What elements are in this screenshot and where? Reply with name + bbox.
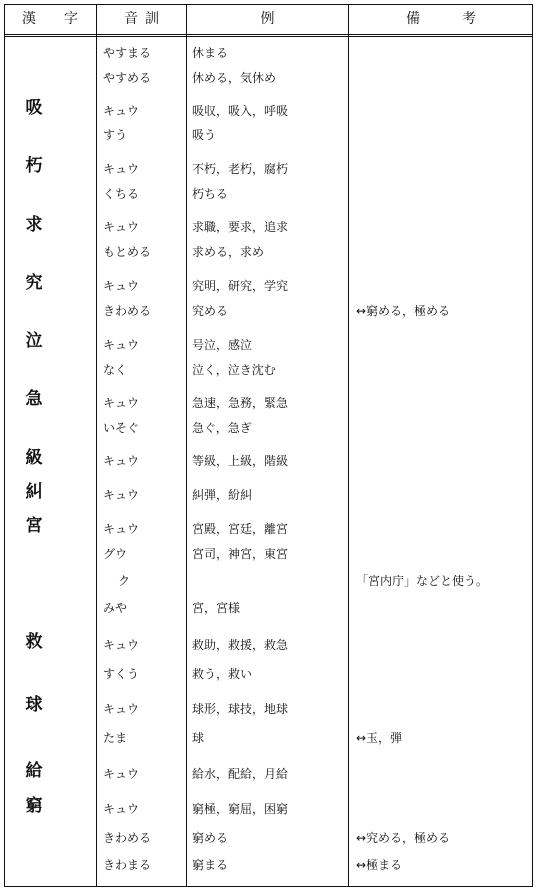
example-entry: 窮める — [192, 831, 229, 845]
kanji-entry: 朽 — [25, 156, 43, 176]
example-entry: 給水，配給，月給 — [192, 767, 289, 781]
reading-entry: キュウ — [103, 396, 140, 410]
reading-entry: キュウ — [103, 162, 140, 176]
kanji-entry: 級 — [25, 448, 43, 468]
reading-entry: キュウ — [103, 488, 140, 502]
reading-entry: きわめる — [103, 831, 152, 845]
example-entry: 宮，宮様 — [192, 601, 241, 615]
example-entry: 等級，上級，階級 — [192, 454, 289, 468]
reading-entry: グウ — [103, 547, 128, 561]
kanji-entry: 宮 — [25, 516, 43, 536]
example-entry: 球形，球技，地球 — [192, 702, 289, 716]
reading-entry: キュウ — [103, 702, 140, 716]
example-entry: 救う，救い — [192, 667, 253, 681]
note-entry: ↔玉，弾 — [356, 731, 403, 745]
note-entry: 「宮内庁」などと使う。 — [356, 574, 489, 588]
reading-entry: くちる — [103, 187, 140, 201]
reading-entry: きわまる — [103, 858, 152, 872]
reading-entry: みや — [103, 601, 128, 615]
reading-entry: いそぐ — [103, 421, 140, 435]
reading-entry: たま — [103, 731, 128, 745]
kanji-entry: 急 — [25, 389, 43, 409]
column-divider — [186, 4, 187, 887]
reading-entry: すう — [103, 128, 128, 142]
example-entry: 吸う — [192, 128, 217, 142]
header-reading: 音 訓 — [124, 11, 159, 27]
reading-entry: キュウ — [103, 104, 140, 118]
example-entry: 球 — [192, 731, 205, 745]
reading-entry: ク — [118, 574, 131, 588]
header-kanji: 漢 字 — [22, 11, 78, 27]
example-entry: 糾弾，紛糾 — [192, 488, 253, 502]
example-entry: 求職，要求，追求 — [192, 220, 289, 234]
header-example: 例 — [260, 11, 275, 27]
column-divider — [96, 4, 97, 887]
example-entry: 朽ちる — [192, 187, 229, 201]
reading-entry: キュウ — [103, 522, 140, 536]
note-entry: ↔窮める，極める — [356, 304, 451, 318]
example-entry: 泣く，泣き沈む — [192, 363, 276, 377]
example-entry: 号泣，感泣 — [192, 338, 253, 352]
example-entry: 吸収，吸入，呼吸 — [192, 104, 289, 118]
kanji-entry: 救 — [25, 632, 43, 652]
reading-entry: キュウ — [103, 338, 140, 352]
table-frame — [4, 4, 533, 887]
example-entry: 宮殿，宮廷，離宮 — [192, 522, 289, 536]
reading-entry: やすめる — [103, 71, 152, 85]
reading-entry: もとめる — [103, 245, 152, 259]
example-entry: 究める — [192, 304, 229, 318]
reading-entry: キュウ — [103, 638, 140, 652]
kanji-entry: 求 — [25, 215, 43, 235]
kanji-entry: 泣 — [25, 331, 43, 351]
kanji-entry: 糾 — [25, 482, 43, 502]
example-entry: 宮司，神宮，東宮 — [192, 547, 289, 561]
reading-entry: キュウ — [103, 767, 140, 781]
header-note: 備 考 — [406, 11, 476, 27]
kanji-entry: 球 — [25, 695, 43, 715]
reading-entry: やすまる — [103, 46, 152, 60]
example-entry: 急速，急務，緊急 — [192, 396, 289, 410]
example-entry: 求める，求め — [192, 245, 265, 259]
reading-entry: なく — [103, 363, 128, 377]
example-entry: 窮まる — [192, 858, 229, 872]
example-entry: 休める，気休め — [192, 71, 277, 85]
reading-entry: キュウ — [103, 454, 140, 468]
note-entry: ↔極まる — [356, 858, 403, 872]
header-divider — [4, 34, 533, 35]
example-entry: 窮極，窮屈，困窮 — [192, 802, 289, 816]
reading-entry: きわめる — [103, 304, 152, 318]
kanji-entry: 窮 — [25, 796, 43, 816]
reading-entry: キュウ — [103, 279, 140, 293]
example-entry: 究明，研究，学究 — [192, 279, 289, 293]
example-entry: 休まる — [192, 46, 229, 60]
column-divider — [348, 4, 349, 887]
reading-entry: すくう — [103, 667, 140, 681]
reading-entry: キュウ — [103, 220, 140, 234]
kanji-entry: 給 — [25, 761, 43, 781]
header-divider — [4, 36, 533, 37]
reading-entry: キュウ — [103, 802, 140, 816]
example-entry: 不朽，老朽，腐朽 — [192, 162, 289, 176]
example-entry: 急ぐ，急ぎ — [192, 421, 252, 435]
example-entry: 救助，救援，救急 — [192, 638, 289, 652]
kanji-entry: 究 — [25, 273, 43, 293]
kanji-entry: 吸 — [25, 98, 43, 118]
note-entry: ↔究める，極める — [356, 831, 451, 845]
